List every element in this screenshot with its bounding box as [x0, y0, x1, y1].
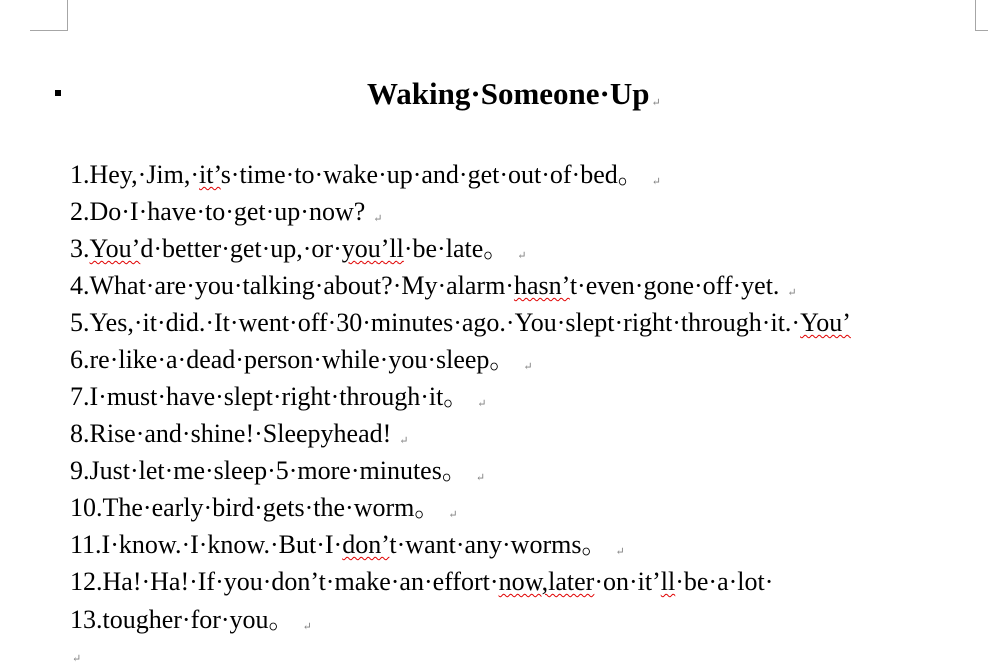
dialogue-line[interactable] [70, 234, 526, 271]
dialogue-line[interactable] [70, 382, 487, 419]
document-title[interactable] [367, 76, 661, 112]
paragraph-mark-icon: ↵ [523, 361, 533, 373]
paragraph-mark-icon: ↵ [448, 509, 458, 521]
line-text: s·time·to·wake·up·and·get·out·of·bed。 [220, 160, 644, 189]
paragraph-mark-icon: ↵ [651, 176, 661, 188]
spelling-error-text: it’ [199, 160, 221, 189]
line-text: ·be·a·lot· [675, 567, 774, 596]
crop-mark-top-right-vertical [975, 0, 976, 30]
crop-mark-top-right-horizontal [975, 30, 988, 31]
dialogue-line[interactable] [70, 530, 625, 567]
paragraph-mark-icon: ↵ [615, 546, 625, 558]
dialogue-line[interactable] [70, 197, 383, 234]
spelling-error-text: you’ll [341, 234, 404, 263]
paragraph-mark-icon: ↵ [302, 621, 312, 633]
spelling-error-text: You’ [89, 234, 141, 263]
dialogue-line[interactable] [70, 605, 312, 642]
line-text: 2.Do·I·have·to·get·up·now? [70, 197, 366, 226]
line-text: ·on·it’ [594, 567, 661, 596]
spelling-error-text: hasn’ [513, 271, 570, 300]
line-text: 4.What·are·you·talking·about?·My·alarm· [70, 271, 514, 300]
paragraph-mark-icon: ↵ [72, 653, 82, 665]
spelling-error-text: don’ [342, 530, 390, 559]
line-text: ·be·late。 [403, 234, 510, 263]
title-text: Waking·Someone·Up [367, 76, 650, 111]
paragraph-mark-icon: ↵ [399, 435, 409, 447]
paragraph-mark-icon: ↵ [651, 97, 661, 109]
paragraph-mark-icon: ↵ [787, 287, 797, 299]
spelling-error-text: ll [660, 567, 676, 596]
paragraph-mark-icon: ↵ [373, 213, 383, 225]
crop-mark-top-left-horizontal [30, 30, 68, 31]
dialogue-line[interactable] [70, 567, 773, 597]
line-text: t·want·any·worms。 [389, 530, 608, 559]
list-bullet-marker [55, 90, 61, 96]
dialogue-line[interactable] [70, 456, 485, 493]
line-text: 5.Yes,·it·did.·It·went·off·30·minutes·ago.·You·slept·right·through·it.· [70, 308, 801, 337]
line-text: 9.Just·let·me·sleep·5·more·minutes。 [70, 456, 468, 485]
line-text: t·even·gone·off·yet. [569, 271, 780, 300]
paragraph-mark-icon: ↵ [517, 250, 527, 262]
dialogue-line[interactable] [70, 493, 458, 530]
line-text: 13.tougher·for·you。 [70, 605, 295, 634]
dialogue-line[interactable] [70, 271, 797, 308]
crop-mark-top-left-vertical [67, 0, 68, 30]
dialogue-line[interactable] [70, 308, 851, 338]
paragraph-mark-icon: ↵ [477, 398, 487, 410]
line-text: d·better·get·up,·or· [140, 234, 342, 263]
dialogue-line[interactable] [70, 160, 661, 197]
paragraph-mark-icon: ↵ [475, 472, 486, 484]
dialogue-line[interactable] [70, 345, 533, 382]
dialogue-line[interactable] [70, 419, 409, 456]
line-text: 10.The·early·bird·gets·the·worm。 [70, 493, 441, 522]
spelling-error-text: now,later [498, 567, 595, 596]
line-text: 6.re·like·a·dead·person·while·you·sleep。 [70, 345, 516, 374]
line-text: 8.Rise·and·shine!·Sleepyhead! [70, 419, 392, 448]
spelling-error-text: You’ [800, 308, 851, 337]
line-text: 12.Ha!·Ha!·If·you·don’t·make·an·effort· [70, 567, 499, 596]
line-text: 11.I·know.·I·know.·But·I· [70, 530, 343, 559]
line-text: 3. [70, 234, 90, 263]
line-text: 1.Hey,·Jim,· [70, 160, 200, 189]
line-text: 7.I·must·have·slept·right·through·it。 [70, 382, 470, 411]
